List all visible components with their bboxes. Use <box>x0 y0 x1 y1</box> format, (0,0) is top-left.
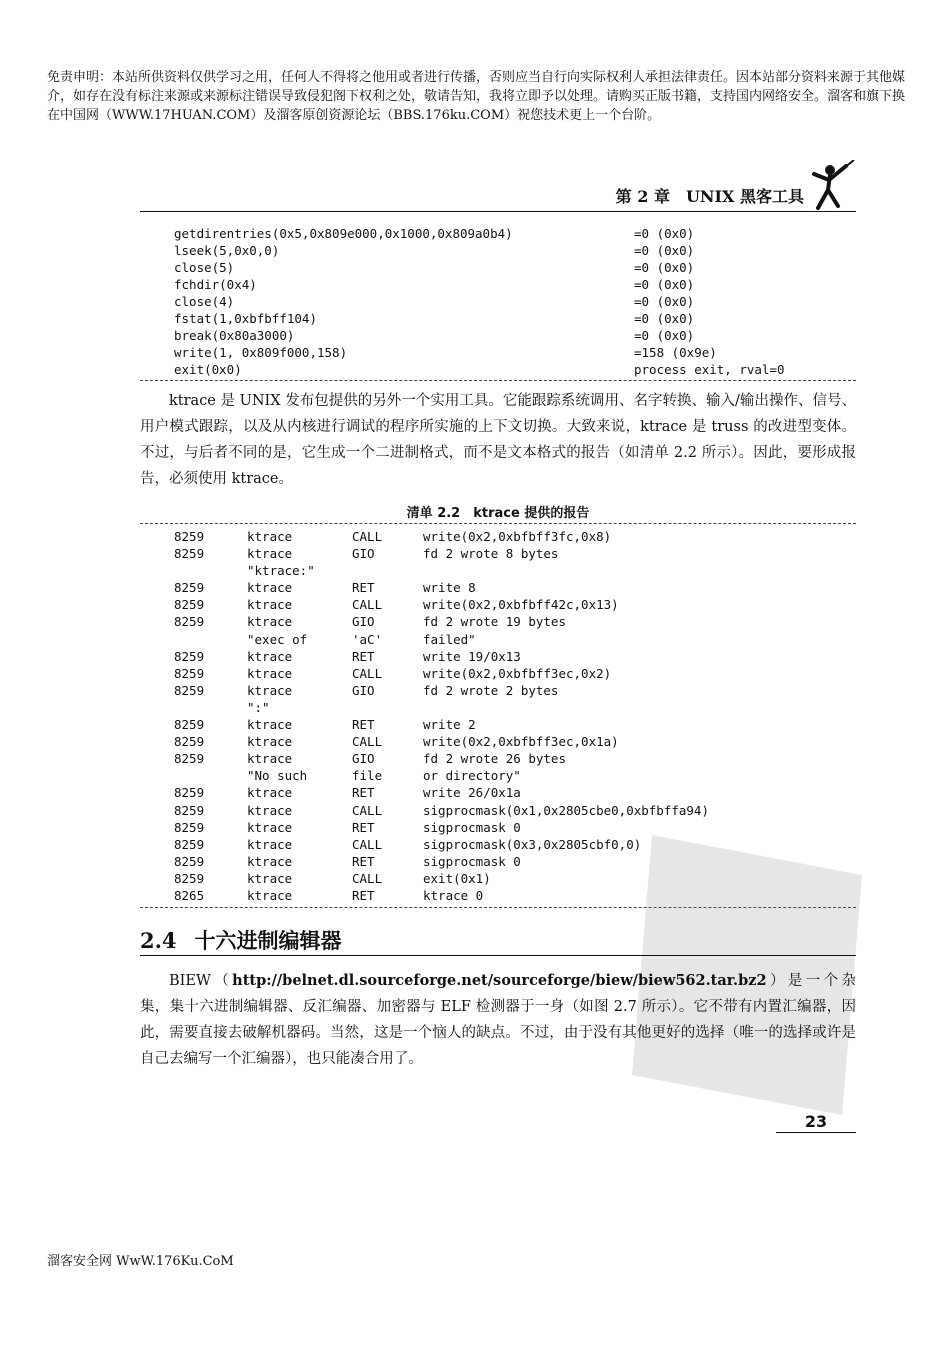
martial-artist-logo-icon <box>808 160 856 212</box>
truss-call: close(4) <box>174 294 235 309</box>
truss-call: getdirentries(0x5,0x809e000,0x1000,0x809a0b4) <box>174 226 513 241</box>
ktrace-col-1: ktrace <box>247 870 293 886</box>
truss-line <box>174 276 695 293</box>
ktrace-col-3: write(0x2,0xbfbff3ec,0x1a) <box>423 734 619 750</box>
ktrace-col-1: ktrace <box>247 751 293 767</box>
listing-caption: 清单 2.2 ktrace 提供的报告 <box>406 506 590 521</box>
ktrace-col-0: 8259 <box>174 682 205 698</box>
ktrace-col-3: write(0x2,0xbfbff42c,0x13) <box>423 597 619 613</box>
disclaimer: 免责申明：本站所供资料仅供学习之用，任何人不得将之他用或者进行传播，否则应当自行向实际权利人承担法律责任。因本站部分资料来源于其他媒介，如存在没有标注来源或来源标注错误导致侵犯阁下权利之处，敬请告知，我将立即予以处理。请购买正版书籍，支持国内网络安全。溜客和旗下换在中国网（WWW.17HUAN.COM）及溜客原创资源论坛（BBS.176ku.COM）祝您技术更上一个台阶。 <box>47 70 906 123</box>
truss-result: =0 (0x0) <box>634 277 695 292</box>
ktrace-col-0: 8259 <box>174 802 205 818</box>
ktrace-col-1: "No such <box>247 768 308 784</box>
ktrace-paragraph: ktrace 是 UNIX 发布包提供的另外一个实用工具。它能跟踪系统调用、名字转换、输入/输出操作、信号、用户模式跟踪，以及从内核进行调试的程序所实施的上下文切换。大致来说，ktrace 是 truss 的改进型变体。不过，与后者不同的是，它生成一个二进制格式，而不是文本格式的报告（如清单 2.2 所示）。因此，要形成报告，必须使用 ktrace。 <box>140 393 856 487</box>
ktrace-col-1: ktrace <box>247 887 293 903</box>
ktrace-col-3: fd 2 wrote 8 bytes <box>423 546 559 562</box>
biew-text: ）是一个杂集，集十六进制编辑器、反汇编器、加密器与 ELF 检测器于一身（如图 2.7 所示）。它不带有内置汇编器，因此，需要直接去破解机器码。当然，这是一个恼人的缺点。不过，由于没有其他更好的选择（唯一的选择或许是自己去编写一个汇编器），也只能凑合用了。 <box>140 973 857 1067</box>
truss-result: =0 (0x0) <box>634 328 695 343</box>
ktrace-col-1: ktrace <box>247 597 293 613</box>
truss-result: =0 (0x0) <box>634 294 695 309</box>
ktrace-col-3: exit(0x1) <box>423 870 491 886</box>
page-number <box>776 1112 856 1131</box>
ktrace-col-3: or directory" <box>423 768 521 784</box>
truss-result: =0 (0x0) <box>634 243 695 258</box>
ktrace-col-0: 8259 <box>174 665 205 681</box>
ktrace-col-1: ktrace <box>247 546 293 562</box>
ktrace-col-2: GIO <box>352 751 375 767</box>
footer: 溜客安全网 WwW.176Ku.CoM <box>47 1254 234 1269</box>
page-number-text: 23 <box>804 1112 828 1131</box>
ktrace-col-0: 8259 <box>174 597 205 613</box>
ktrace-col-2: CALL <box>352 836 383 852</box>
ktrace-col-1: ktrace <box>247 836 293 852</box>
ktrace-col-2: CALL <box>352 870 383 886</box>
ktrace-col-2: CALL <box>352 802 383 818</box>
truss-result: process exit, rval=0 <box>634 362 785 377</box>
ktrace-col-1: ktrace <box>247 734 293 750</box>
ktrace-col-3: fd 2 wrote 26 bytes <box>423 751 566 767</box>
truss-line <box>174 327 695 344</box>
truss-output <box>174 225 785 378</box>
truss-call: exit(0x0) <box>174 362 242 377</box>
ktrace-col-0: 8259 <box>174 751 205 767</box>
ktrace-col-0: 8259 <box>174 785 205 801</box>
ktrace-col-2: GIO <box>352 614 375 630</box>
section-rule <box>140 955 856 956</box>
ktrace-col-1: ktrace <box>247 819 293 835</box>
ktrace-col-3: write(0x2,0xbfbff3fc,0x8) <box>423 529 612 544</box>
ktrace-col-1: ktrace <box>247 580 293 596</box>
truss-result: =158 (0x9e) <box>634 345 717 360</box>
ktrace-col-2: CALL <box>352 734 383 750</box>
chapter-title: 第 2 章 UNIX 黑客工具 <box>615 187 804 206</box>
ktrace-col-1: ktrace <box>247 648 293 664</box>
ktrace-col-3: sigprocmask 0 <box>423 853 521 869</box>
truss-result: =0 (0x0) <box>634 226 695 241</box>
ktrace-col-3: write 19/0x13 <box>423 648 521 664</box>
ktrace-col-0: 8259 <box>174 648 205 664</box>
ktrace-col-3: write(0x2,0xbfbff3ec,0x2) <box>423 665 612 681</box>
ktrace-col-2: RET <box>352 853 375 869</box>
truss-call: fstat(1,0xbfbff104) <box>174 311 317 326</box>
ktrace-col-1: ktrace <box>247 614 293 630</box>
ktrace-col-3: fd 2 wrote 2 bytes <box>423 682 559 698</box>
truss-call: close(5) <box>174 260 235 275</box>
ktrace-col-2: RET <box>352 785 375 801</box>
ktrace-col-3: fd 2 wrote 19 bytes <box>423 614 566 630</box>
ktrace-col-2: GIO <box>352 546 375 562</box>
truss-line <box>174 361 785 378</box>
ktrace-col-1: ktrace <box>247 853 293 869</box>
ktrace-col-0: 8259 <box>174 580 205 596</box>
ktrace-col-2: GIO <box>352 682 375 698</box>
truss-call: write(1, 0x809f000,158) <box>174 345 348 360</box>
truss-call: break(0x80a3000) <box>174 328 295 343</box>
ktrace-col-0: 8259 <box>174 734 205 750</box>
ktrace-col-0: 8265 <box>174 887 205 903</box>
truss-result: =0 (0x0) <box>634 260 695 275</box>
truss-line <box>174 344 717 361</box>
ktrace-col-0: 8259 <box>174 529 205 544</box>
ktrace-col-2: RET <box>352 887 375 903</box>
ktrace-col-1: ktrace <box>247 785 293 801</box>
ktrace-col-1: ktrace <box>247 682 293 698</box>
ktrace-col-0: 8259 <box>174 546 205 562</box>
ktrace-col-1: "ktrace:" <box>247 563 315 579</box>
ktrace-col-3: ktrace 0 <box>423 887 484 903</box>
ktrace-col-3: write 2 <box>423 717 476 733</box>
ktrace-col-0: 8259 <box>174 717 205 733</box>
ktrace-col-2: RET <box>352 648 375 664</box>
ktrace-col-3: failed" <box>423 631 476 647</box>
biew-paragraph <box>140 968 856 1072</box>
ktrace-col-1: "exec of <box>247 631 308 647</box>
ktrace-col-3: sigprocmask(0x1,0x2805cbe0,0xbfbffa94) <box>423 802 709 818</box>
ktrace-col-2: RET <box>352 717 375 733</box>
truss-call: fchdir(0x4) <box>174 277 257 292</box>
ktrace-col-0: 8259 <box>174 853 205 869</box>
ktrace-col-1: ktrace <box>247 665 293 681</box>
ktrace-col-3: sigprocmask 0 <box>423 819 521 835</box>
biew-lead: BIEW（ <box>169 973 233 989</box>
truss-line <box>174 225 695 242</box>
ktrace-col-1: ktrace <box>247 802 293 818</box>
truss-line <box>174 310 695 327</box>
ktrace-col-2: file <box>352 768 383 784</box>
ktrace-col-0: 8259 <box>174 614 205 630</box>
ktrace-col-0: 8259 <box>174 836 205 852</box>
ktrace-col-3: write 26/0x1a <box>423 785 521 801</box>
ktrace-col-0: 8259 <box>174 870 205 886</box>
section-number: 2.4 <box>140 928 177 953</box>
ktrace-col-2: RET <box>352 580 375 596</box>
ktrace-col-2: CALL <box>352 529 383 544</box>
ktrace-col-1: ktrace <box>247 529 293 544</box>
ktrace-col-3: sigprocmask(0x3,0x2805cbf0,0) <box>423 836 642 852</box>
listing-start-divider <box>140 523 856 524</box>
truss-line <box>174 259 695 276</box>
listing-end-divider <box>140 380 856 381</box>
ktrace-col-1: ":" <box>247 699 270 715</box>
ktrace-col-2: RET <box>352 819 375 835</box>
ktrace-col-1: ktrace <box>247 717 293 733</box>
ktrace-col-3: write 8 <box>423 580 476 596</box>
ktrace-col-0: 8259 <box>174 819 205 835</box>
section-heading <box>140 925 342 955</box>
truss-result: =0 (0x0) <box>634 311 695 326</box>
ktrace-col-2: CALL <box>352 665 383 681</box>
running-header <box>140 180 856 212</box>
truss-line <box>174 293 695 310</box>
biew-url: http://belnet.dl.sourceforge.net/sourceforge/biew/biew562.tar.bz2 <box>232 972 767 989</box>
ktrace-col-2: 'aC' <box>352 631 383 647</box>
section-title: 十六进制编辑器 <box>194 928 342 953</box>
truss-call: lseek(5,0x0,0) <box>174 243 280 258</box>
ktrace-col-2: CALL <box>352 597 383 613</box>
truss-line <box>174 242 695 259</box>
